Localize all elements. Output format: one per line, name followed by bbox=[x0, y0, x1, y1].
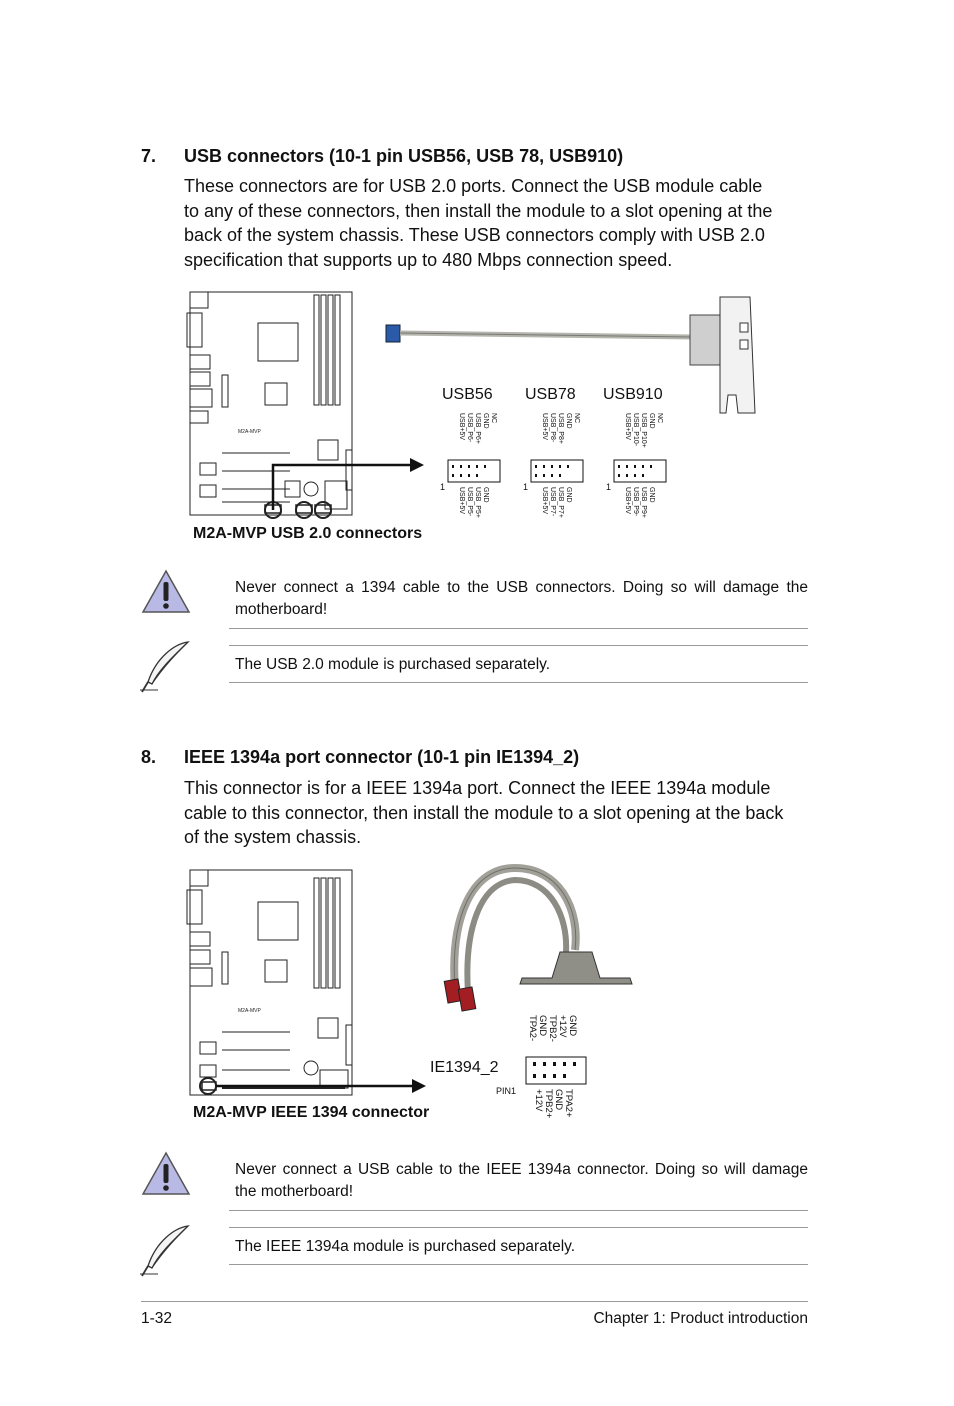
section-7-line: back of the system chassis. These USB connectors comply with USB 2.0 bbox=[184, 225, 765, 245]
motherboard-diagram bbox=[187, 292, 352, 518]
pin-label: TPA2- bbox=[527, 1015, 538, 1042]
pointer-arrow-icon bbox=[412, 1079, 426, 1093]
warning-text-usb: Never connect a 1394 cable to the USB connectors. Doing so will damage the motherboard! bbox=[235, 579, 808, 618]
pin-label: TPA2+ bbox=[563, 1089, 574, 1118]
section-8-body bbox=[184, 776, 864, 850]
pin-label: USB+5V bbox=[624, 487, 631, 515]
pin-label: USB_P9+ bbox=[640, 487, 647, 518]
pin-label: USB+5V bbox=[458, 487, 465, 515]
divider bbox=[229, 628, 808, 629]
section-8-title: IEEE 1394a port connector (10-1 pin IE1394_2) bbox=[184, 747, 580, 767]
ieee1394-cable-module bbox=[444, 868, 632, 1011]
section-8-line: cable to this connector, then install the module to a slot opening at the back bbox=[184, 802, 784, 823]
figure-caption-ieee1394: M2A-MVP IEEE 1394 connector bbox=[193, 1104, 430, 1121]
footer-rule bbox=[141, 1301, 808, 1302]
section-7-number: 7. bbox=[141, 146, 157, 166]
pin-label: +12V bbox=[557, 1015, 568, 1038]
pin-header-ie1394 bbox=[490, 1010, 600, 1130]
pin-label: USB+5V bbox=[624, 413, 631, 441]
pin-label: USB+5V bbox=[458, 413, 465, 441]
pin-label: USB_P8+ bbox=[557, 413, 564, 444]
pin1-marker: 1 bbox=[440, 482, 446, 492]
pin-label: USB_P5- bbox=[466, 487, 473, 517]
pin-label: GND bbox=[565, 487, 572, 503]
pin-label: GND bbox=[648, 413, 655, 429]
pin-label: USB+5V bbox=[541, 413, 548, 441]
note-text-ieee1394: The IEEE 1394a module is purchased separately. bbox=[235, 1238, 576, 1255]
warning-triangle-icon bbox=[140, 1150, 192, 1198]
pin-label: NC bbox=[656, 413, 663, 424]
divider bbox=[229, 1264, 808, 1265]
connector-name-usb78: USB78 bbox=[525, 386, 576, 403]
pin-label: USB+5V bbox=[541, 487, 548, 515]
pin-header-usb78 bbox=[523, 413, 583, 518]
pin-label: GND bbox=[482, 487, 489, 503]
divider bbox=[229, 645, 808, 646]
pin-label: USB_P5+ bbox=[474, 487, 481, 518]
section-7-line: These connectors are for USB 2.0 ports. Connect the USB module cable bbox=[184, 176, 763, 196]
quill-pen-icon bbox=[138, 638, 192, 694]
section-7-body bbox=[184, 174, 864, 272]
pin1-marker: PIN1 bbox=[496, 1086, 517, 1096]
pin1-marker: 1 bbox=[606, 482, 612, 492]
pin-label: TPB2- bbox=[547, 1015, 558, 1042]
pin-header-usb910 bbox=[606, 413, 666, 518]
pin-label: NC bbox=[573, 413, 580, 424]
connector-name-usb56: USB56 bbox=[442, 386, 493, 403]
pin-header-usb56 bbox=[440, 413, 500, 518]
motherboard-diagram bbox=[187, 870, 352, 1095]
warning-triangle-icon bbox=[140, 568, 192, 616]
pin-label: USB_P7+ bbox=[557, 487, 564, 518]
pin-label: NC bbox=[490, 413, 497, 424]
connector-name-ie1394: IE1394_2 bbox=[430, 1059, 499, 1076]
warning-text-ieee1394: Never connect a USB cable to the IEEE 1394a connector. Doing so will damage the motherboard! bbox=[235, 1161, 808, 1200]
pin-label: TPB2+ bbox=[543, 1089, 554, 1119]
quill-pen-icon bbox=[138, 1222, 192, 1278]
section-8-number: 8. bbox=[141, 747, 157, 767]
pin-label: USB_P8- bbox=[549, 413, 556, 443]
pin-label: GND bbox=[567, 1015, 578, 1037]
pin-label: GND bbox=[553, 1089, 564, 1111]
section-7-line: to any of these connectors, then install the module to a slot opening at the bbox=[184, 200, 773, 221]
pin-label: USB_P9- bbox=[632, 487, 639, 517]
pin-label: USB_P6- bbox=[466, 413, 473, 443]
pointer-line bbox=[273, 465, 410, 510]
chapter-title: Chapter 1: Product introduction bbox=[593, 1310, 808, 1327]
pin-label: GND bbox=[565, 413, 572, 429]
pin-label: USB_P10- bbox=[632, 413, 639, 447]
pin1-marker: 1 bbox=[523, 482, 529, 492]
section-8-line: of the system chassis. bbox=[184, 827, 362, 847]
divider bbox=[229, 682, 808, 683]
divider bbox=[229, 1210, 808, 1211]
section-7-title: USB connectors (10-1 pin USB56, USB 78, USB910) bbox=[184, 146, 624, 166]
divider bbox=[229, 1227, 808, 1228]
section-7-line: specification that supports up to 480 Mbps connection speed. bbox=[184, 249, 673, 270]
note-text-usb: The USB 2.0 module is purchased separately. bbox=[235, 656, 551, 673]
connector-name-usb910: USB910 bbox=[603, 386, 663, 403]
pin-label: GND bbox=[537, 1015, 548, 1037]
pin-label: +12V bbox=[533, 1089, 544, 1112]
board-label: M2A-MVP bbox=[238, 1008, 261, 1014]
section-8-line: This connector is for a IEEE 1394a port. Connect the IEEE 1394a module bbox=[184, 778, 771, 798]
figure-caption-usb: M2A-MVP USB 2.0 connectors bbox=[193, 525, 423, 542]
pin-label: GND bbox=[482, 413, 489, 429]
pin-label: USB_P10+ bbox=[640, 413, 647, 448]
pin-label: USB_P6+ bbox=[474, 413, 481, 444]
pin-label: USB_P7- bbox=[549, 487, 556, 517]
pin-label: GND bbox=[648, 487, 655, 503]
usb-pin-headers bbox=[430, 405, 710, 530]
page-number: 1-32 bbox=[141, 1310, 173, 1327]
pointer-arrow-icon bbox=[410, 458, 424, 472]
board-label: M2A-MVP bbox=[238, 429, 261, 435]
